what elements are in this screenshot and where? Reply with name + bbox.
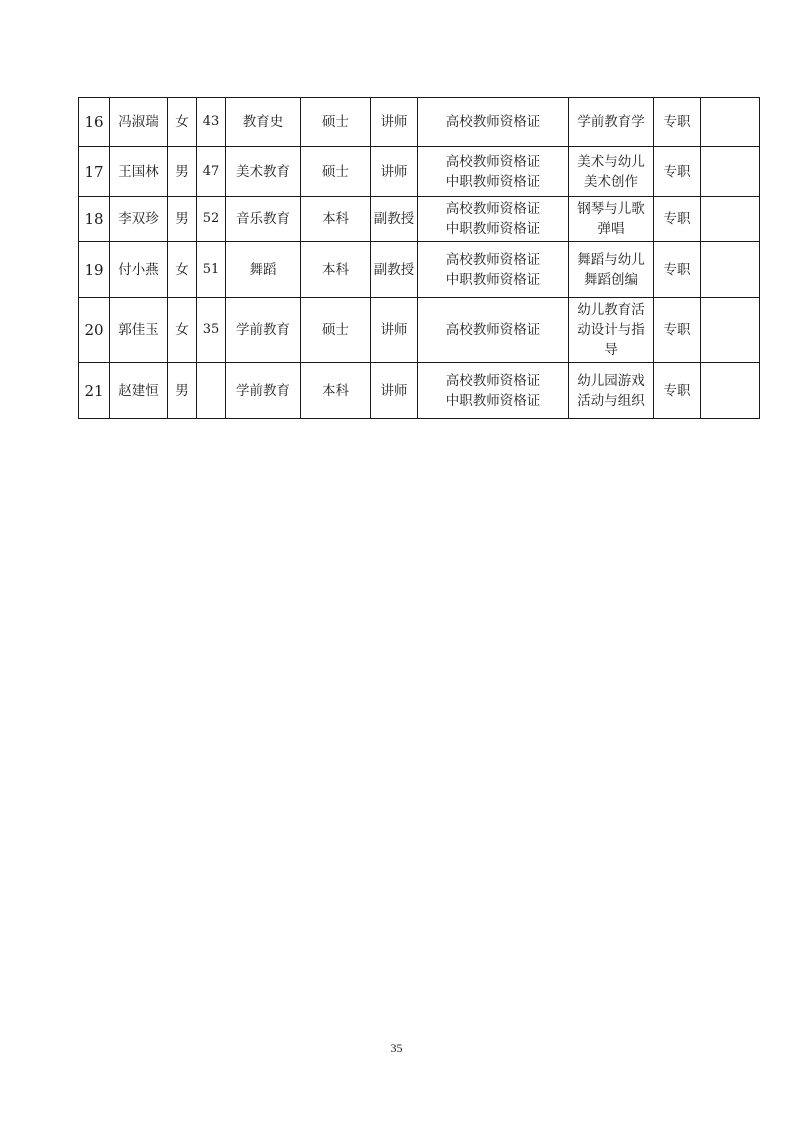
cell-course: 钢琴与儿歌弹唱 (569, 197, 654, 242)
cell-degree: 本科 (301, 197, 371, 242)
cell-course: 舞蹈与幼儿舞蹈创编 (569, 242, 654, 298)
cell-cert (418, 298, 569, 363)
table-row (79, 197, 760, 242)
cell-title: 讲师 (371, 298, 418, 363)
cell-type: 专职 (654, 147, 701, 197)
cell-title: 副教授 (371, 197, 418, 242)
table-row (79, 147, 760, 197)
cell-course: 幼儿教育活动设计与指导 (569, 298, 654, 363)
cell-course: 幼儿园游戏活动与组织 (569, 363, 654, 419)
cert-line: 高校教师资格证 (445, 153, 541, 170)
cell-name: 王国林 (110, 147, 168, 197)
cell-no: 16 (79, 98, 110, 147)
cell-age: 35 (197, 298, 226, 363)
cell-no: 21 (79, 363, 110, 419)
cell-type: 专职 (654, 363, 701, 419)
table-row (79, 363, 760, 419)
cell-title: 讲师 (371, 147, 418, 197)
cell-age: 43 (197, 98, 226, 147)
cell-name: 郭佳玉 (110, 298, 168, 363)
cell-name: 付小燕 (110, 242, 168, 298)
cell-extra (701, 197, 760, 242)
cert-line: 中职教师资格证 (445, 271, 541, 288)
cell-course: 学前教育学 (569, 98, 654, 147)
cert-line: 中职教师资格证 (445, 221, 541, 237)
cert-line: 高校教师资格证 (445, 114, 541, 130)
cert-line: 高校教师资格证 (445, 251, 541, 268)
cell-name: 冯淑瑞 (110, 98, 168, 147)
cell-name: 李双珍 (110, 197, 168, 242)
cell-gender: 女 (168, 98, 197, 147)
cert-line: 中职教师资格证 (445, 392, 541, 409)
cell-cert (418, 147, 569, 197)
cell-extra (701, 98, 760, 147)
cell-no: 17 (79, 147, 110, 197)
cell-cert (418, 363, 569, 419)
table-row (79, 98, 760, 147)
cell-degree: 硕士 (301, 98, 371, 147)
cell-degree: 本科 (301, 242, 371, 298)
cell-major: 舞蹈 (226, 242, 301, 298)
cell-gender: 男 (168, 147, 197, 197)
cell-gender: 男 (168, 197, 197, 242)
cell-major: 教育史 (226, 98, 301, 147)
cell-type: 专职 (654, 197, 701, 242)
cell-title: 讲师 (371, 363, 418, 419)
page-number: 35 (390, 1041, 403, 1055)
cell-extra (701, 242, 760, 298)
cell-type: 专职 (654, 298, 701, 363)
cell-name: 赵建恒 (110, 363, 168, 419)
cell-cert (418, 242, 569, 298)
cell-no: 19 (79, 242, 110, 298)
cell-type: 专职 (654, 242, 701, 298)
table-row (79, 242, 760, 298)
cell-cert (418, 197, 569, 242)
cell-extra (701, 298, 760, 363)
cell-degree: 本科 (301, 363, 371, 419)
cell-no: 18 (79, 197, 110, 242)
cell-extra (701, 363, 760, 419)
cell-title: 副教授 (371, 242, 418, 298)
cell-gender: 女 (168, 242, 197, 298)
cell-title: 讲师 (371, 98, 418, 147)
cert-line: 中职教师资格证 (445, 173, 541, 190)
staff-table (78, 97, 760, 419)
cell-course: 美术与幼儿美术创作 (569, 147, 654, 197)
cell-gender: 男 (168, 363, 197, 419)
table-row (79, 298, 760, 363)
cell-major: 音乐教育 (226, 197, 301, 242)
cell-age: 52 (197, 197, 226, 242)
cell-gender: 女 (168, 298, 197, 363)
cell-extra (701, 147, 760, 197)
cert-line: 高校教师资格证 (445, 322, 541, 338)
cert-line: 高校教师资格证 (445, 372, 541, 389)
cell-type: 专职 (654, 98, 701, 147)
cell-no: 20 (79, 298, 110, 363)
cell-age (197, 363, 226, 419)
cell-major: 学前教育 (226, 363, 301, 419)
cell-major: 美术教育 (226, 147, 301, 197)
cell-age: 47 (197, 147, 226, 197)
cell-cert (418, 98, 569, 147)
cell-degree: 硕士 (301, 147, 371, 197)
cell-major: 学前教育 (226, 298, 301, 363)
cell-age: 51 (197, 242, 226, 298)
cert-line: 高校教师资格证 (445, 201, 541, 217)
cell-degree: 硕士 (301, 298, 371, 363)
table-body (79, 98, 760, 419)
